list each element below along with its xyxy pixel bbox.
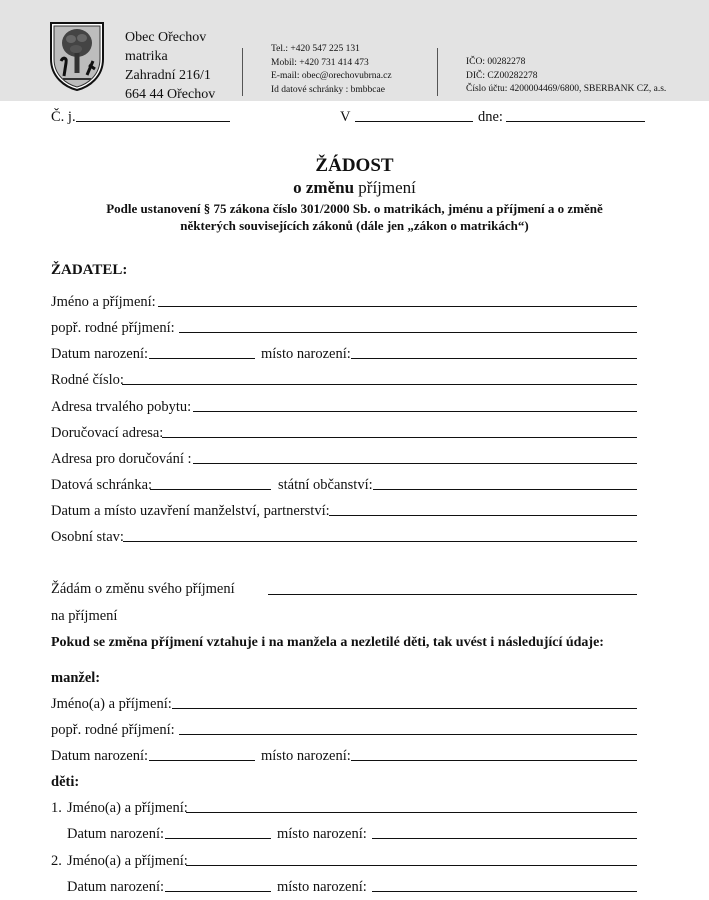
child-1-birth-date-label: Datum narození: <box>67 826 165 842</box>
data-box-id: Id datové schránky : bmbbcae <box>271 85 385 96</box>
applicant-data-box-label: Datová schránka: <box>51 477 153 493</box>
applicant-citizenship-label: státní občanství: <box>278 477 373 493</box>
applicant-name-label: Jméno a příjmení: <box>51 294 156 310</box>
applicant-address-label: Adresa trvalého pobytu: <box>51 399 192 415</box>
date-field[interactable] <box>506 121 645 122</box>
place-field[interactable] <box>355 121 473 122</box>
office-address <box>125 28 215 104</box>
place-label: V <box>340 109 351 125</box>
to-surname-label: na příjmení <box>51 608 118 624</box>
applicant-marriage-label: Datum a místo uzavření manželství, partnerství: <box>51 503 330 519</box>
child-2-name-label: Jméno(a) a příjmení: <box>67 853 188 869</box>
child-2-name-field[interactable] <box>186 865 637 866</box>
spouse-name-label: Jméno(a) a příjmení: <box>51 696 172 712</box>
dic: DIČ: CZ00282278 <box>466 70 538 81</box>
email: E-mail: obec@orechovubrna.cz <box>271 71 392 82</box>
child-2-birth-date-field[interactable] <box>165 891 271 892</box>
applicant-birth-date-field[interactable] <box>149 358 255 359</box>
applicant-birth-place-field[interactable] <box>351 358 637 359</box>
child-1-name-field[interactable] <box>186 812 637 813</box>
child-1-birth-date-field[interactable] <box>165 838 271 839</box>
spouse-heading: manžel: <box>51 670 101 686</box>
document-subtitle <box>0 178 709 198</box>
spouse-birth-place-field[interactable] <box>351 760 637 761</box>
office-contacts <box>271 43 392 98</box>
coat-of-arms-icon <box>49 21 105 91</box>
child-2-birth-date-label: Datum narození: <box>67 879 165 895</box>
subtitle-rest: příjmení <box>354 178 416 197</box>
child-1-name-label: Jméno(a) a příjmení: <box>67 800 188 816</box>
family-note: Pokud se změna příjmení vztahuje i na manžela a nezletilé děti, tak uvést i následující údaje: <box>51 635 604 650</box>
spouse-birth-place-label: místo narození: <box>261 748 351 764</box>
child-1-number: 1. <box>51 800 62 816</box>
header-divider <box>437 48 438 96</box>
child-1-birth-place-field[interactable] <box>372 838 637 839</box>
applicant-citizenship-field[interactable] <box>373 489 637 490</box>
office-name: Obec Ořechov <box>125 30 207 45</box>
new-surname-field[interactable] <box>268 594 637 595</box>
mobile: Mobil: +420 731 414 473 <box>271 57 369 68</box>
office-street: Zahradní 216/1 <box>125 68 211 83</box>
applicant-delivery-for-label: Adresa pro doručování : <box>51 451 192 467</box>
child-2-birth-place-field[interactable] <box>372 891 637 892</box>
child-1-birth-place-label: místo narození: <box>277 826 367 842</box>
date-label: dne: <box>478 109 503 125</box>
subtitle-bold: o změnu <box>293 178 355 197</box>
applicant-status-label: Osobní stav: <box>51 529 124 545</box>
spouse-name-field[interactable] <box>172 708 637 709</box>
applicant-delivery-address-field[interactable] <box>162 437 637 438</box>
applicant-heading: ŽADATEL: <box>51 262 128 278</box>
spouse-birth-surname-field[interactable] <box>179 734 637 735</box>
spouse-birth-date-label: Datum narození: <box>51 748 149 764</box>
reference-number-field[interactable] <box>76 121 230 122</box>
spouse-birth-date-field[interactable] <box>149 760 255 761</box>
applicant-birth-number-label: Rodné číslo: <box>51 372 124 388</box>
spouse-birth-surname-label: popř. rodné příjmení: <box>51 722 175 738</box>
applicant-data-box-field[interactable] <box>150 489 271 490</box>
office-department: matrika <box>125 49 168 64</box>
applicant-birth-number-field[interactable] <box>122 384 637 385</box>
law-reference-line-1: Podle ustanovení § 75 zákona číslo 301/2000 Sb. o matrikách, jménu a příjmení a o změně <box>106 201 603 216</box>
phone: Tel.: +420 547 225 131 <box>271 44 360 54</box>
child-2-number: 2. <box>51 853 62 869</box>
header-divider <box>242 48 243 96</box>
applicant-address-field[interactable] <box>193 411 637 412</box>
applicant-birth-surname-field[interactable] <box>179 332 637 333</box>
applicant-birth-date-label: Datum narození: <box>51 346 149 362</box>
ico: IČO: 00282278 <box>466 57 526 67</box>
office-city: 664 44 Ořechov <box>125 87 216 102</box>
request-surname-label: Žádám o změnu svého příjmení <box>51 581 235 597</box>
applicant-name-field[interactable] <box>158 306 637 307</box>
letterhead <box>0 0 709 101</box>
applicant-birth-place-label: místo narození: <box>261 346 351 362</box>
applicant-birth-surname-label: popř. rodné příjmení: <box>51 320 175 336</box>
document-title: ŽÁDOST <box>315 155 394 176</box>
bank-account: Číslo účtu: 4200004469/6800, SBERBANK CZ, a.s. <box>466 84 667 95</box>
applicant-status-field[interactable] <box>123 541 637 542</box>
child-2-birth-place-label: místo narození: <box>277 879 367 895</box>
law-reference-line-2: některých souvisejících zákonů (dále jen „zákon o matrikách“) <box>180 218 529 233</box>
reference-number-label: Č. j. <box>51 109 76 125</box>
children-heading: děti: <box>51 774 80 790</box>
applicant-marriage-field[interactable] <box>329 515 637 516</box>
office-ids <box>466 56 666 97</box>
applicant-delivery-address-label: Doručovací adresa: <box>51 425 164 441</box>
applicant-delivery-for-field[interactable] <box>193 463 637 464</box>
